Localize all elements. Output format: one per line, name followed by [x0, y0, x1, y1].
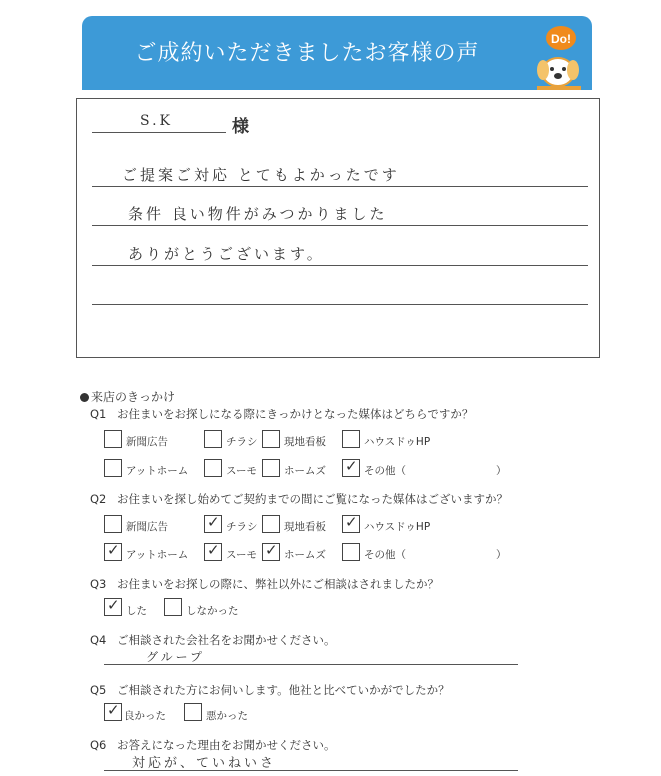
q4-text: ご相談された会社名をお聞かせください。 [117, 633, 336, 647]
q2-question [90, 491, 508, 507]
q3-option-1: しなかった [186, 605, 239, 617]
comment-line-4 [92, 304, 588, 305]
q2-option-7: その他（ [364, 549, 406, 561]
q2-close-paren: ） [496, 549, 507, 561]
q3-checkbox-0[interactable] [104, 598, 122, 616]
comment-text-1: ご提案ご対応 とてもよかったです [122, 166, 400, 184]
q1-option-4: アットホーム [126, 465, 189, 477]
q1-close-paren: ） [496, 465, 507, 477]
q5-number: Q5 [90, 683, 107, 697]
q5-checkbox-1[interactable] [184, 703, 202, 721]
q2-checkbox-7[interactable] [342, 543, 360, 561]
q6-text: お答えになった理由をお聞かせください。 [117, 738, 336, 752]
q1-checkbox-2[interactable] [262, 430, 280, 448]
check-mark-icon: ✓ [107, 701, 120, 719]
q2-checkbox-1[interactable] [204, 515, 222, 533]
header-banner [82, 16, 592, 90]
q1-number: Q1 [90, 407, 107, 421]
q1-option-6: ホームズ [284, 465, 326, 477]
q1-checkbox-0[interactable] [104, 430, 122, 448]
bullet-icon [80, 393, 89, 402]
check-mark-icon: ✓ [107, 596, 120, 614]
q2-checkbox-2[interactable] [262, 515, 280, 533]
q4-question [90, 632, 336, 648]
name-underline [92, 132, 226, 133]
q6-answer-line [104, 770, 518, 771]
q2-number: Q2 [90, 492, 107, 506]
q1-option-2: 現地看板 [284, 436, 326, 448]
section-title: 来店のきっかけ [91, 390, 176, 404]
q1-checkbox-1[interactable] [204, 430, 222, 448]
q3-number: Q3 [90, 577, 107, 591]
q4-number: Q4 [90, 633, 107, 647]
q2-checkbox-0[interactable] [104, 515, 122, 533]
honorific: 様 [232, 117, 249, 137]
q6-question [90, 737, 336, 753]
q1-option-3: ハウスドゥHP [364, 436, 431, 448]
q1-checkbox-7[interactable] [342, 459, 360, 477]
q1-question [90, 406, 473, 422]
check-mark-icon: ✓ [207, 541, 220, 559]
q2-option-4: アットホーム [126, 549, 189, 561]
comment-line-2 [92, 225, 588, 226]
q4-answer-line [104, 664, 518, 665]
q6-number: Q6 [90, 738, 107, 752]
comment-text-2: 条件 良い物件がみつかりました [128, 205, 388, 223]
q5-question [90, 682, 450, 698]
q3-checkbox-1[interactable] [164, 598, 182, 616]
check-mark-icon: ✓ [345, 513, 358, 531]
q5-text: ご相談された方にお伺いします。他社と比べていかがでしたか？ [117, 683, 450, 697]
q2-option-2: 現地看板 [284, 521, 326, 533]
q1-option-5: スーモ [226, 465, 257, 477]
q3-question [90, 576, 439, 592]
q2-option-3: ハウスドゥHP [364, 521, 431, 533]
q1-checkbox-5[interactable] [204, 459, 222, 477]
page-title: ご成約いただきましたお客様の声 [134, 41, 480, 66]
q6-answer: 対応が、ていねいさ [132, 756, 277, 771]
check-mark-icon: ✓ [345, 457, 358, 475]
q1-option-7: その他（ [364, 465, 406, 477]
q3-option-0: した [126, 605, 147, 617]
comment-line-1 [92, 186, 588, 187]
q1-checkbox-6[interactable] [262, 459, 280, 477]
check-mark-icon: ✓ [265, 541, 278, 559]
q1-text: お住まいをお探しになる際にきっかけとなった媒体はどちらですか？ [117, 407, 474, 421]
q2-text: お住まいを探し始めてご契約までの間にご覧になった媒体はございますか？ [117, 492, 508, 506]
q2-option-0: 新聞広告 [126, 521, 168, 533]
q2-option-5: スーモ [226, 549, 257, 561]
check-mark-icon: ✓ [207, 513, 220, 531]
q2-checkbox-4[interactable] [104, 543, 122, 561]
q1-option-1: チラシ [226, 436, 258, 448]
section-heading [80, 388, 175, 405]
dog-mascot-icon [527, 22, 589, 92]
comment-box [76, 98, 600, 358]
comment-line-3 [92, 265, 588, 266]
q5-option-0: 良かった [124, 710, 166, 722]
q1-checkbox-3[interactable] [342, 430, 360, 448]
q5-checkbox-0[interactable] [104, 703, 122, 721]
check-mark-icon: ✓ [107, 541, 120, 559]
q3-text: お住まいをお探しの際に、弊社以外にご相談はされましたか？ [117, 577, 439, 591]
q2-checkbox-3[interactable] [342, 515, 360, 533]
q1-option-0: 新聞広告 [126, 436, 168, 448]
q2-checkbox-6[interactable] [262, 543, 280, 561]
q5-option-1: 悪かった [206, 710, 248, 722]
q1-checkbox-4[interactable] [104, 459, 122, 477]
q2-checkbox-5[interactable] [204, 543, 222, 561]
q4-answer: グループ [146, 650, 206, 664]
badge-text: Do! [551, 32, 571, 46]
q2-option-6: ホームズ [284, 549, 326, 561]
q2-option-1: チラシ [226, 521, 258, 533]
customer-name: S.K [140, 113, 174, 129]
comment-text-3: ありがとうございます。 [128, 245, 325, 263]
